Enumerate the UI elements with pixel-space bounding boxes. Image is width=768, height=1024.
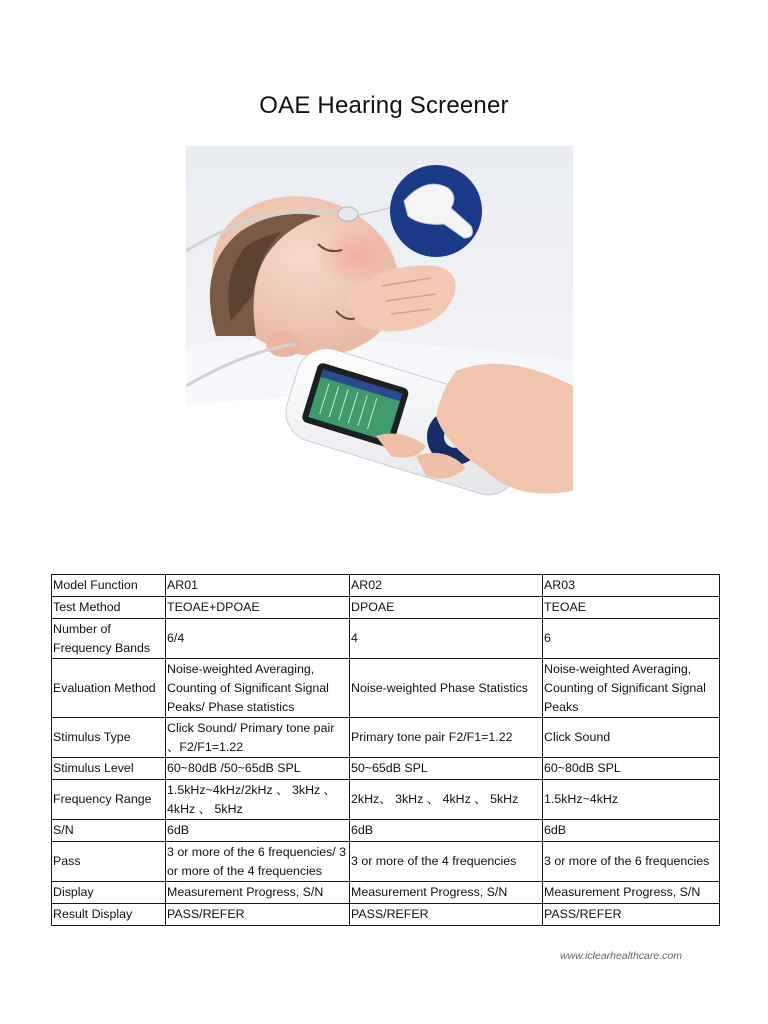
table-cell-ar02: 50~65dB SPL bbox=[350, 758, 543, 780]
table-cell-ar01: AR01 bbox=[166, 575, 350, 597]
table-row bbox=[52, 718, 720, 758]
table-row bbox=[52, 904, 720, 926]
table-cell-ar03: AR03 bbox=[543, 575, 720, 597]
table-row bbox=[52, 659, 720, 718]
table-cell-ar03: 3 or more of the 6 frequencies bbox=[543, 842, 720, 882]
table-cell-ar03: Noise-weighted Averaging, Counting of Significant Signal Peaks bbox=[543, 659, 720, 718]
table-row bbox=[52, 842, 720, 882]
table-cell-ar01: PASS/REFER bbox=[166, 904, 350, 926]
row-label: Number of Frequency Bands bbox=[52, 619, 166, 659]
table-cell-ar03: 1.5kHz~4kHz bbox=[543, 780, 720, 820]
table-cell-ar01: 6/4 bbox=[166, 619, 350, 659]
row-label: Evaluation Method bbox=[52, 659, 166, 718]
row-label: Result Display bbox=[52, 904, 166, 926]
row-label: Frequency Range bbox=[52, 780, 166, 820]
table-row bbox=[52, 780, 720, 820]
spec-table bbox=[51, 574, 720, 926]
page-title: OAE Hearing Screener bbox=[259, 92, 509, 119]
table-cell-ar01: 60~80dB /50~65dB SPL bbox=[166, 758, 350, 780]
table-cell-ar02: Primary tone pair F2/F1=1.22 bbox=[350, 718, 543, 758]
table-cell-ar03: Measurement Progress, S/N bbox=[543, 882, 720, 904]
table-cell-ar03: 6dB bbox=[543, 820, 720, 842]
table-cell-ar02: DPOAE bbox=[350, 597, 543, 619]
row-label: Test Method bbox=[52, 597, 166, 619]
table-cell-ar02: Noise-weighted Phase Statistics bbox=[350, 659, 543, 718]
table-cell-ar03: TEOAE bbox=[543, 597, 720, 619]
table-cell-ar01: 3 or more of the 6 frequencies/ 3 or more of the 4 frequencies bbox=[166, 842, 350, 882]
row-label: Stimulus Type bbox=[52, 718, 166, 758]
row-label: S/N bbox=[52, 820, 166, 842]
table-cell-ar02: PASS/REFER bbox=[350, 904, 543, 926]
table-cell-ar03: 60~80dB SPL bbox=[543, 758, 720, 780]
product-photo bbox=[186, 146, 573, 521]
table-cell-ar02: 6dB bbox=[350, 820, 543, 842]
row-label: Stimulus Level bbox=[52, 758, 166, 780]
table-cell-ar02: 4 bbox=[350, 619, 543, 659]
table-cell-ar03: Click Sound bbox=[543, 718, 720, 758]
table-cell-ar01: TEOAE+DPOAE bbox=[166, 597, 350, 619]
table-row bbox=[52, 575, 720, 597]
table-cell-ar01: 1.5kHz~4kHz/2kHz 、 3kHz 、 4kHz 、 5kHz bbox=[166, 780, 350, 820]
row-label: Display bbox=[52, 882, 166, 904]
row-label: Model Function bbox=[52, 575, 166, 597]
table-cell-ar03: PASS/REFER bbox=[543, 904, 720, 926]
table-row bbox=[52, 758, 720, 780]
row-label: Pass bbox=[52, 842, 166, 882]
table-cell-ar01: Click Sound/ Primary tone pair 、F2/F1=1.22 bbox=[166, 718, 350, 758]
table-row bbox=[52, 820, 720, 842]
table-cell-ar01: 6dB bbox=[166, 820, 350, 842]
table-cell-ar01: Noise-weighted Averaging, Counting of Significant Signal Peaks/ Phase statistics bbox=[166, 659, 350, 718]
table-cell-ar03: 6 bbox=[543, 619, 720, 659]
table-cell-ar01: Measurement Progress, S/N bbox=[166, 882, 350, 904]
table-row bbox=[52, 882, 720, 904]
table-cell-ar02: 2kHz、 3kHz 、 4kHz 、 5kHz bbox=[350, 780, 543, 820]
table-cell-ar02: 3 or more of the 4 frequencies bbox=[350, 842, 543, 882]
footer-url: www.iclearhealthcare.com bbox=[560, 950, 682, 962]
table-cell-ar02: AR02 bbox=[350, 575, 543, 597]
table-row bbox=[52, 619, 720, 659]
table-cell-ar02: Measurement Progress, S/N bbox=[350, 882, 543, 904]
table-row bbox=[52, 597, 720, 619]
